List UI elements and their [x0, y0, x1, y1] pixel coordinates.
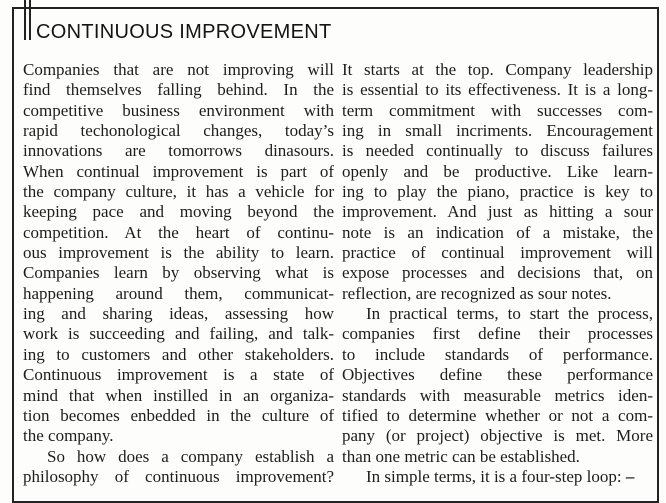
text-line: philosophy of continuous improvement?: [23, 466, 334, 486]
text-line: the company culture, it has a vehicle for: [23, 182, 334, 202]
text-line: openly and be productive. Like learn-: [342, 161, 653, 181]
text-line: competitive business environment with: [23, 100, 334, 120]
text-line: than one metric can be established.: [342, 446, 580, 466]
text-line: tion becomes enbedded in the culture of: [23, 405, 334, 425]
text-line: ing to customers and other stakeholders.: [23, 344, 334, 364]
column-right: [342, 60, 653, 487]
text-line: happening around them, communicat-: [23, 283, 334, 303]
text-line: innovations are tomorrows dinasours.: [23, 141, 334, 161]
text-line: Companies learn by observing what is: [23, 263, 334, 283]
text-line: the company.: [23, 426, 114, 446]
column-left: [23, 60, 334, 487]
page-title: CONTINUOUS IMPROVEMENT: [36, 21, 332, 43]
text-line: find themselves falling behind. In the: [23, 80, 334, 100]
text-line: It starts at the top. Company leadership: [342, 60, 653, 79]
bold-dash: –: [625, 466, 635, 486]
text-line: Objectives define these performance: [342, 365, 653, 385]
text-line: keeping pace and moving beyond the: [23, 202, 334, 222]
text-line: is essential to its effectiveness. It is a long-: [342, 80, 653, 100]
text-line: ing in small incriments. Encouragement: [342, 121, 653, 141]
text-line: tified to determine whether or not a com-: [342, 405, 653, 425]
text-line: ing and sharing ideas, assessing how: [23, 304, 334, 324]
text-line: competition. At the heart of continu-: [23, 222, 334, 242]
text-line: pany (or project) objective is met. More: [342, 426, 653, 446]
text-line: Companies that are not improving will: [23, 60, 334, 79]
text-line: reflection, are recognized as sour notes.: [342, 283, 612, 303]
text-line: work is succeeding and failing, and talk-: [23, 324, 334, 344]
text-line: standards with measurable metrics iden-: [342, 385, 653, 405]
text-line: mind that when instilled in an organiza-: [23, 385, 334, 405]
text-line: rapid techonological changes, today’s: [23, 121, 334, 141]
text-line: note is an indication of a mistake, the: [342, 222, 653, 242]
text-line: to include standards of performance.: [342, 344, 653, 364]
text-line: In simple terms, it is a four-step loop: –: [366, 466, 635, 486]
text-line: When continual improvement is part of: [23, 161, 334, 181]
text-line: ous improvement is the ability to learn.: [23, 243, 334, 263]
title-double-rule-icon: [24, 0, 31, 40]
text-line: companies first define their processes: [342, 324, 653, 344]
text-line: ing to play the piano, practice is key to: [342, 182, 653, 202]
text-line: is needed continually to discuss failures: [342, 141, 653, 161]
text-line: improvement. And just as hitting a sour: [342, 202, 653, 222]
text-line: Continuous improvement is a state of: [23, 365, 334, 385]
text-line: term commitment with successes com-: [342, 100, 653, 120]
text-line: practice of continual improvement will: [342, 243, 653, 263]
text-line: In practical terms, to start the process,: [366, 304, 653, 324]
text-line: expose processes and decisions that, on: [342, 263, 653, 283]
text-line: So how does a company establish a: [47, 446, 334, 466]
